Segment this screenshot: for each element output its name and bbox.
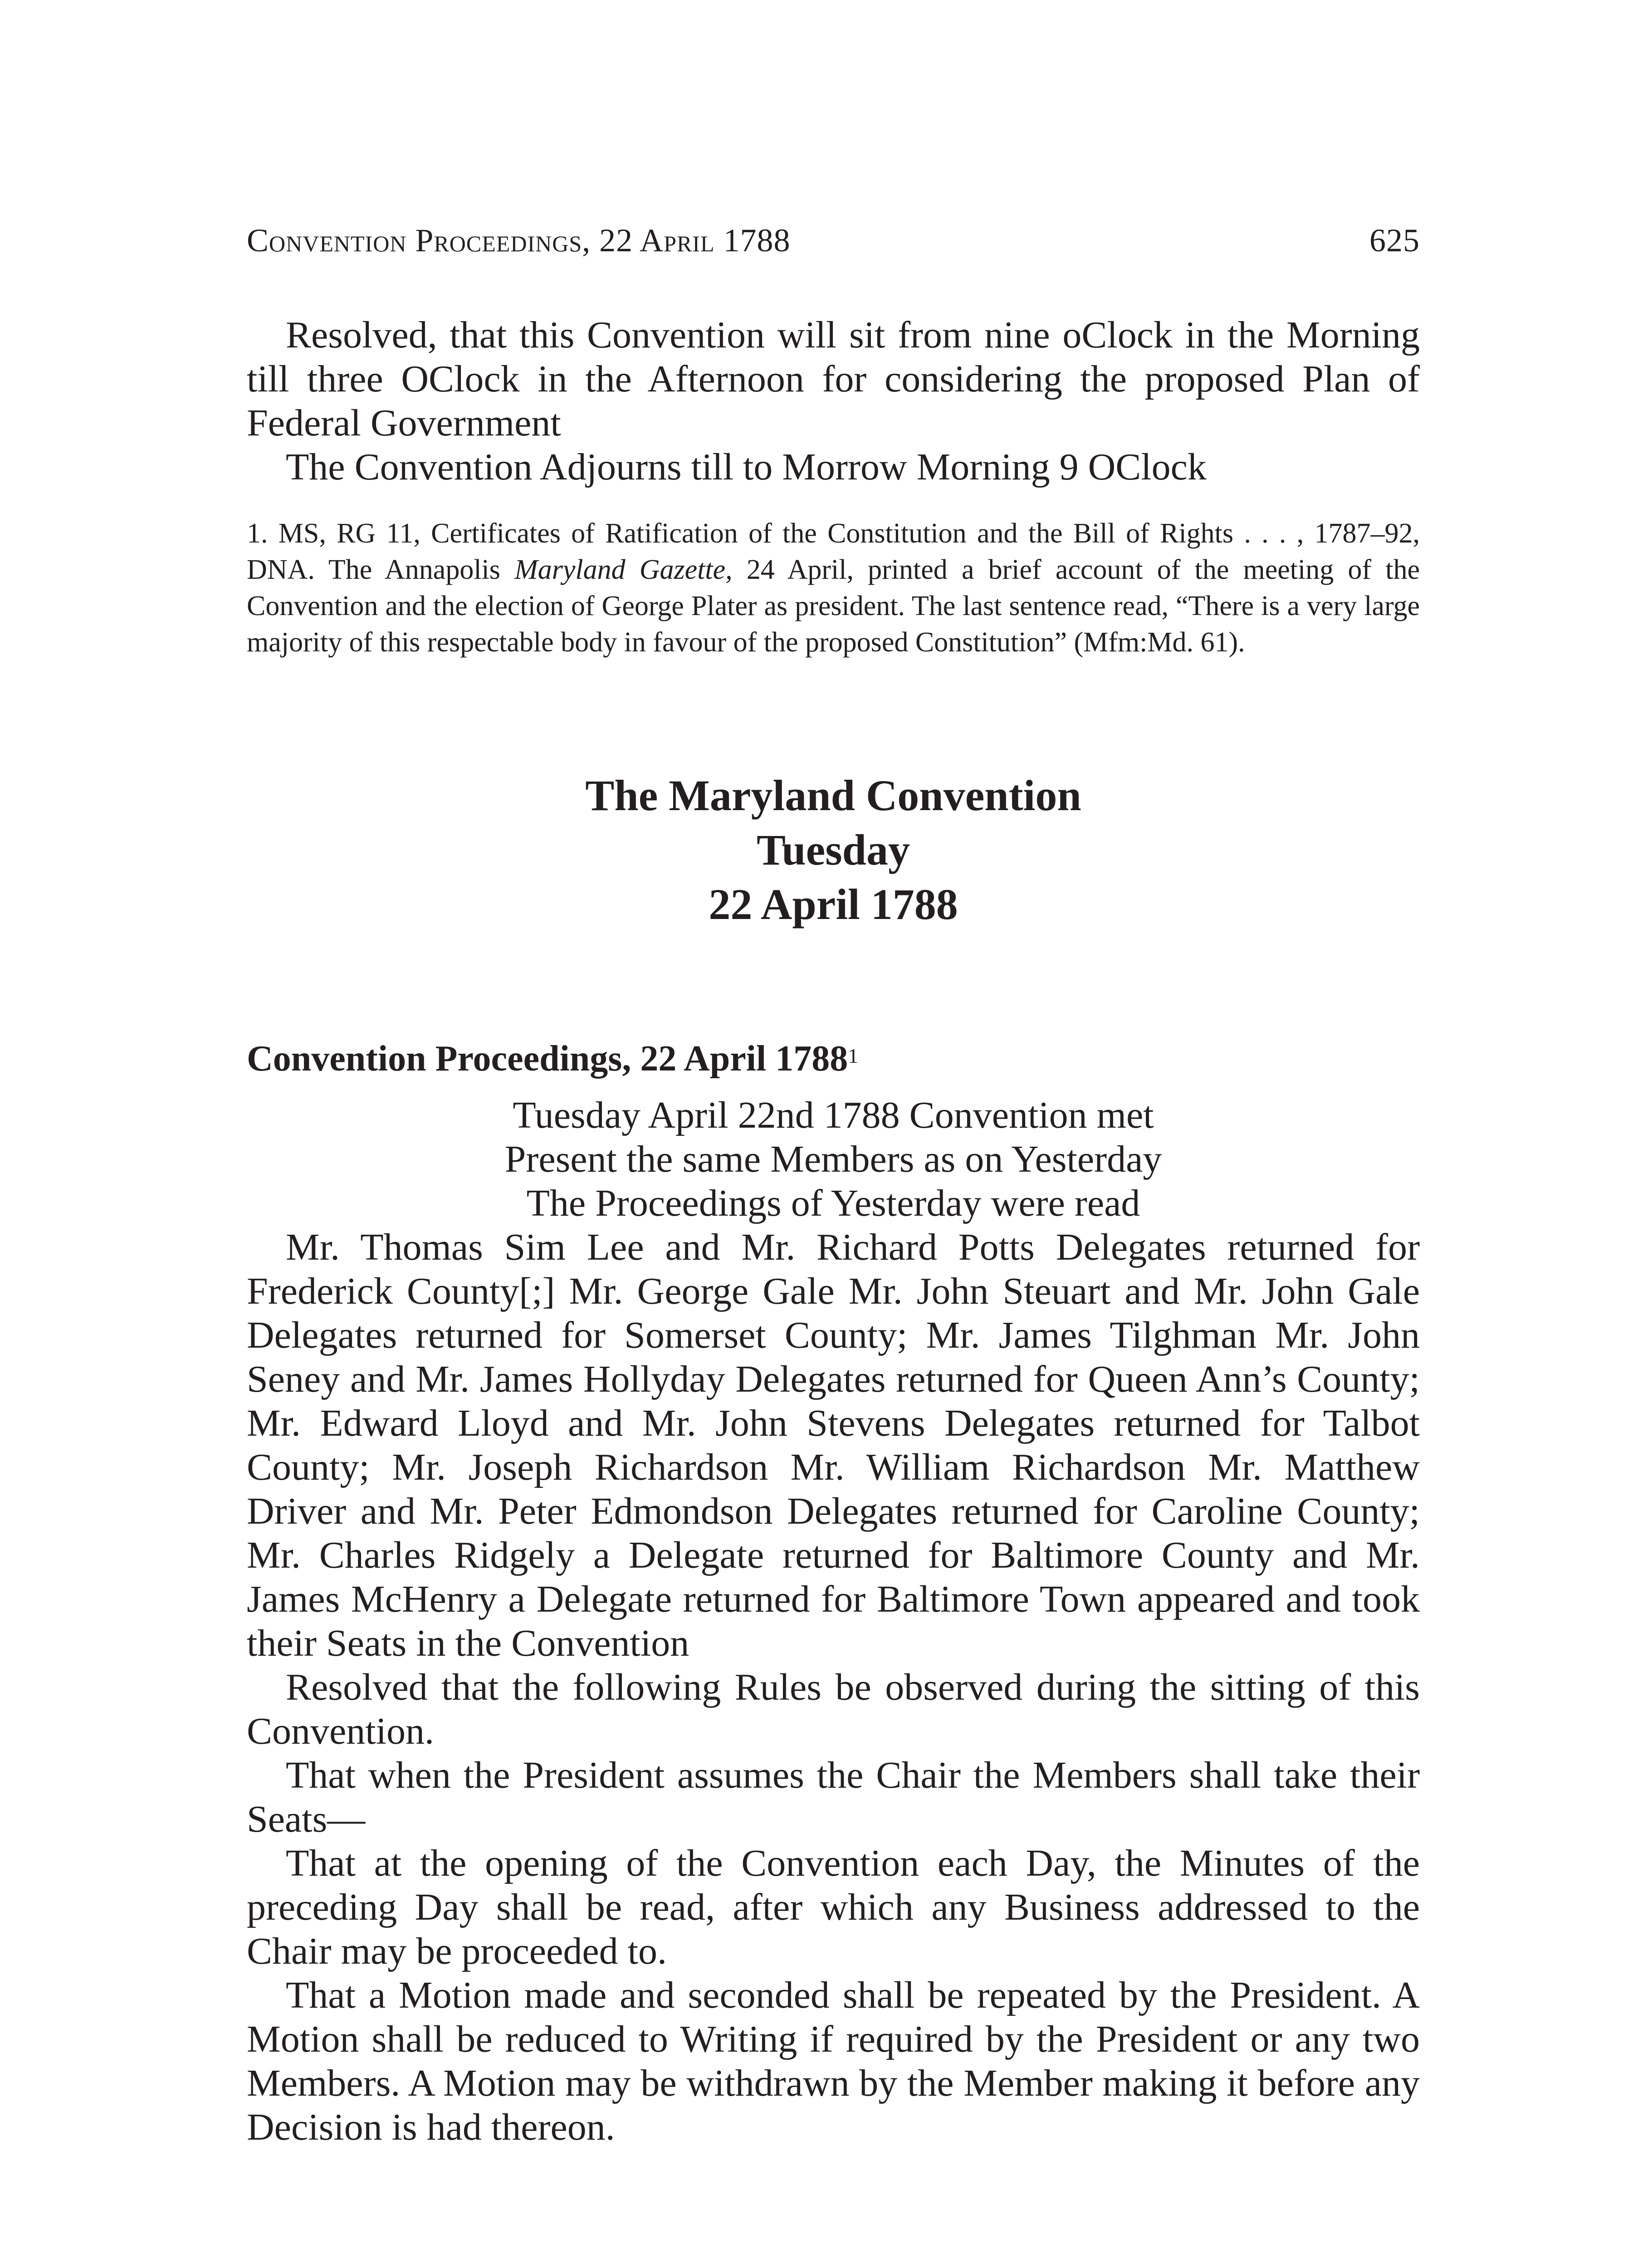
footnote-part-1: 1. MS, RG 11, Certificates of Ratification of the Constitution and the Bill of Rights . . . , 1787–92, DNA. The Annapolis	[247, 518, 1420, 585]
top-paragraph-adjourns: The Convention Adjourns till to Morrow Morning 9 OClock	[286, 446, 1207, 488]
proceedings-text	[247, 1225, 1420, 2149]
proceedings-paragraph-rules-resolved: Resolved that the following Rules be observed during the sitting of this Convention.	[247, 1666, 1420, 1752]
subheading-footnote-marker: 1	[848, 1044, 859, 1067]
proceedings-paragraph-rule-seats: That when the President assumes the Chair the Members shall take their Seats—	[247, 1754, 1420, 1840]
proceedings-paragraph-delegates: Mr. Thomas Sim Lee and Mr. Richard Potts Delegates returned for Frederick County[;] Mr. George Gale Mr. John Steuart and Mr. John Gale Delegates returned for Somerset County; Mr. James Tilghman Mr. John Seney and Mr. James Hollyday Delegates returned for Queen Ann’s County; Mr. Edward Lloyd and Mr. John Stevens Delegates returned for Talbot County; Mr. Joseph Richardson Mr. William Richardson Mr. Matthew Driver and Mr. Peter Edmondson Delegates returned for Caroline County; Mr. Charles Ridgely a Delegate returned for Baltimore County and Mr. James McHenry a Delegate returned for Baltimore Town appeared and took their Seats in the Convention	[247, 1226, 1420, 1664]
centered-lines	[247, 1093, 1420, 1225]
running-head-title: Convention Proceedings, 22 April 1788	[247, 222, 791, 259]
section-heading	[247, 768, 1420, 932]
section-heading-line-3: 22 April 1788	[709, 880, 958, 929]
subheading	[247, 1036, 1420, 1081]
top-paragraph-resolved: Resolved, that this Convention will sit from nine oClock in the Morning till three OClock in the Afternoon for considering the proposed Plan of Federal Government	[247, 314, 1420, 444]
running-head	[247, 218, 1420, 263]
proceedings-paragraph-rule-minutes: That at the opening of the Convention each Day, the Minutes of the preceding Day shall be read, after which any Business addressed to the Chair may be proceeded to.	[247, 1842, 1420, 1972]
proceedings-paragraph-rule-motion: That a Motion made and seconded shall be repeated by the President. A Motion shall be reduced to Writing if required by the President or any two Members. A Motion may be withdrawn by the Member making it before any Decision is had thereon.	[247, 1974, 1420, 2148]
centered-line: The Proceedings of Yesterday were read	[526, 1182, 1140, 1224]
top-text-block	[247, 313, 1420, 489]
section-heading-line-2: Tuesday	[757, 826, 910, 874]
page-number: 625	[1369, 222, 1420, 259]
page-content	[247, 218, 1420, 2149]
footnote-part-2: 24 April, printed a brief account of the meeting of the Convention and the election of George Plater as president. The last sentence read, “There is a very large majority of this respectable body in favour of the proposed Constitution” (Mfm:Md. 61).	[247, 554, 1420, 658]
section-heading-line-1: The Maryland Convention	[585, 771, 1081, 820]
footnote	[247, 515, 1420, 660]
footnote-text	[247, 515, 1420, 660]
subheading-title: Convention Proceedings, 22 April 1788	[247, 1039, 848, 1079]
centered-line: Tuesday April 22nd 1788 Convention met	[513, 1094, 1154, 1136]
footnote-italic-title: Maryland Gazette,	[514, 554, 733, 585]
centered-line: Present the same Members as on Yesterday	[504, 1138, 1162, 1180]
